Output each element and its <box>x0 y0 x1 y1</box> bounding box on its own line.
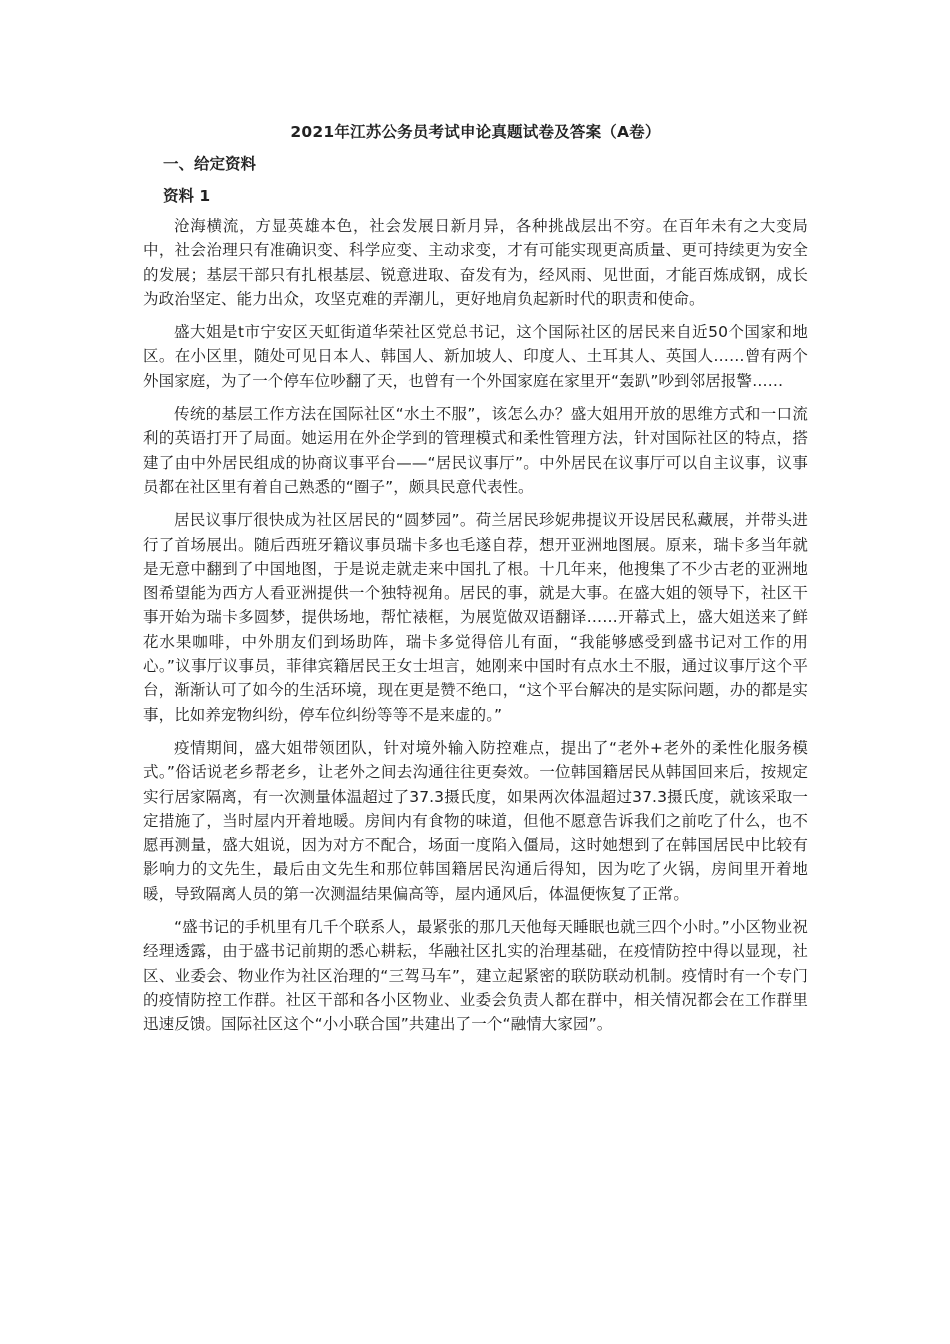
document-title: 2021年江苏公务员考试申论真题试卷及答案（A卷） <box>290 123 661 141</box>
document-page <box>143 120 808 1046</box>
paragraph-4: 居民议事厅很快成为社区居民的“圆梦园”。荷兰居民珍妮弗提议开设居民私藏展，并带头进行了首场展出。随后西班牙籍议事员瑞卡多也毛遂自荐，想开亚洲地图展。原来，瑞卡多当年就是无意中翻到了中国地图，于是说走就走来中国扎了根。十几年来，他搜集了不少古老的亚洲地图希望能为西方人看亚洲提供一个独特视角。居民的事，就是大事。在盛大姐的领导下，社区干事开始为瑞卡多圆梦，提供场地，帮忙裱框，为展览做双语翻译……开幕式上，盛大姐送来了鲜花水果咖啡，中外朋友们到场助阵，瑞卡多觉得倍儿有面，“我能够感受到盛书记对工作的用心。”议事厅议事员，菲律宾籍居民王女士坦言，她刚来中国时有点水土不服，通过议事厅这个平台，渐渐认可了如今的生活环境，现在更是赞不绝口，“这个平台解决的是实际问题，办的都是实事，比如养宠物纠纷，停车位纠纷等等不是来虚的。” <box>143 511 808 724</box>
paragraph-1: 沧海横流，方显英雄本色，社会发展日新月异，各种挑战层出不穷。在百年未有之大变局中，社会治理只有准确识变、科学应变、主动求变，才有可能实现更高质量、更可持续更为安全的发展；基层干部只有扎根基层、锐意进取、奋发有为，经风雨、见世面，才能百炼成钢，成长为政治坚定、能力出众，攻坚克难的弄潮儿，更好地肩负起新时代的职责和使命。 <box>143 217 808 308</box>
paragraph-5: 疫情期间，盛大姐带领团队，针对境外输入防控难点，提出了“老外+老外的柔性化服务模式。”俗话说老乡帮老乡，让老外之间去沟通往往更奏效。一位韩国籍居民从韩国回来后，按规定实行居家隔离，有一次测量体温超过了37.3摄氏度，如果两次体温超过37.3摄氏度，就该采取一定措施了，当时屋内开着地暖。房间内有食物的味道，但他不愿意告诉我们之前吃了什么，也不愿再测量，盛大姐说，因为对方不配合，场面一度陷入僵局，这时她想到了在韩国居民中比较有影响力的文先生，最后由文先生和那位韩国籍居民沟通后得知，因为吃了火锅，房间里开着地暖，导致隔离人员的第一次测温结果偏高等，屋内通风后，体温便恢复了正常。 <box>143 738 808 903</box>
section-heading: 一、给定资料 <box>163 155 257 173</box>
material-heading: 资料 1 <box>163 187 211 205</box>
paragraph-2: 盛大姐是t市宁安区天虹街道华荣社区党总书记，这个国际社区的居民来自近50个国家和地区。在小区里，随处可见日本人、韩国人、新加坡人、印度人、土耳其人、英国人……曾有两个外国家庭，为了一个停车位吵翻了天，也曾有一个外国家庭在家里开“轰趴”吵到邻居报警…… <box>143 323 808 390</box>
paragraph-6: “盛书记的手机里有几千个联系人，最紧张的那几天他每天睡眠也就三四个小时。”小区物业祝经理透露，由于盛书记前期的悉心耕耘，华融社区扎实的治理基础，在疫情防控中得以显现，社区、业委会、物业作为社区治理的“三驾马车”，建立起紧密的联防联动机制。疫情时有一个专门的疫情防控工作群。社区干部和各小区物业、业委会负责人都在群中，相关情况都会在工作群里迅速反馈。国际社区这个“小小联合国”共建出了一个“融情大家园”。 <box>143 918 808 1034</box>
paragraph-3: 传统的基层工作方法在国际社区“水土不服”，该怎么办？盛大姐用开放的思维方式和一口流利的英语打开了局面。她运用在外企学到的管理模式和柔性管理方法，针对国际社区的特点，搭建了由中外居民组成的协商议事平台——“居民议事厅”。中外居民在议事厅可以自主议事，议事员都在社区里有着自己熟悉的“圈子”，颇具民意代表性。 <box>143 405 808 496</box>
